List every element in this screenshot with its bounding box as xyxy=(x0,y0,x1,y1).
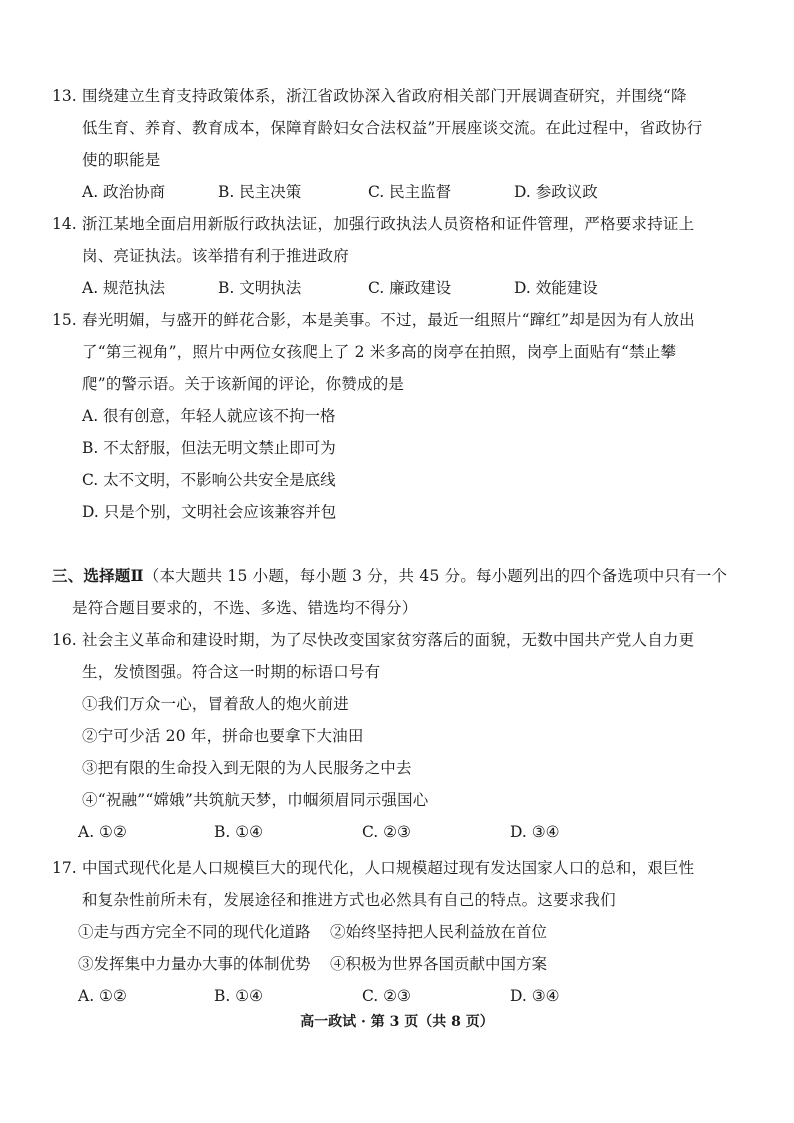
statement-item: ④积极为世界各国贡献中国方案 xyxy=(330,955,548,973)
option-a: A. ①② xyxy=(78,823,127,841)
question-number: 15. xyxy=(52,311,77,329)
statement-item: ②始终坚持把人民利益放在首位 xyxy=(330,923,548,941)
option-c: C. ②③ xyxy=(362,823,411,841)
option-b: B. 民主决策 xyxy=(218,183,302,201)
option-a: A. 规范执法 xyxy=(82,279,166,297)
section-instructions: （本大题共 15 小题，每小题 3 分，共 45 分。每小题列出的四个备选项中只有一个 xyxy=(143,567,728,585)
question-number: 13. xyxy=(52,87,77,105)
question-number: 14. xyxy=(52,215,77,233)
option-c: C. ②③ xyxy=(362,987,411,1005)
option-a: A. 很有创意，年轻人就应该不拘一格 xyxy=(82,407,336,425)
option-b: B. 文明执法 xyxy=(218,279,302,297)
option-d: D. ③④ xyxy=(510,987,560,1005)
question-stem-line: 生，发愤图强。符合这一时期的标语口号有 xyxy=(82,663,381,681)
option-a: A. ①② xyxy=(78,987,127,1005)
question-stem-line: 浙江某地全面启用新版行政执法证，加强行政执法人员资格和证件管理，严格要求持证上 xyxy=(82,215,695,233)
option-b: B. 不太舒服，但法无明文禁止即可为 xyxy=(82,439,336,457)
question-stem-line: 围绕建立生育支持政策体系，浙江省政协深入省政府相关部门开展调查研究，并围绕“降 xyxy=(82,87,687,105)
option-d: D. 参政议政 xyxy=(514,183,598,201)
question-stem-line: 低生育、养育、教育成本，保障育龄妇女合法权益”开展座谈交流。在此过程中，省政协行 xyxy=(82,119,703,137)
option-d: D. 效能建设 xyxy=(514,279,598,297)
option-c: C. 太不文明，不影响公共安全是底线 xyxy=(82,471,336,489)
statement-item: ③发挥集中力量办大事的体制优势 xyxy=(78,955,311,973)
option-b: B. ①④ xyxy=(214,987,264,1005)
question-stem-line: 使的职能是 xyxy=(82,151,161,169)
option-c: C. 民主监督 xyxy=(368,183,452,201)
question-number: 16. xyxy=(52,631,77,649)
option-b: B. ①④ xyxy=(214,823,264,841)
question-number: 17. xyxy=(52,859,77,877)
question-stem-line: 岗、亮证执法。该举措有利于推进政府 xyxy=(82,247,349,265)
statement-item: ③把有限的生命投入到无限的为人民服务之中去 xyxy=(82,759,412,777)
option-d: D. 只是个别，文明社会应该兼容并包 xyxy=(82,503,337,521)
question-stem-line: 了“第三视角”，照片中两位女孩爬上了 2 米多高的岗亭在拍照，岗亭上面贴有“禁止攀 xyxy=(82,343,677,361)
question-stem-line: 爬”的警示语。关于该新闻的评论，你赞成的是 xyxy=(82,375,405,393)
section-instructions-line: 是符合题目要求的，不选、多选、错选均不得分） xyxy=(72,599,418,617)
question-stem-line: 社会主义革命和建设时期，为了尽快改变国家贫穷落后的面貌，无数中国共产党人自力更 xyxy=(82,631,695,649)
statement-item: ①走与西方完全不同的现代化道路 xyxy=(78,923,311,941)
section-header-line xyxy=(52,566,727,586)
question-stem-line: 春光明媚，与盛开的鲜花合影，本是美事。不过，最近一组照片“蹿红”却是因为有人放出 xyxy=(82,311,695,329)
statement-item: ②宁可少活 20 年，拼命也要拿下大油田 xyxy=(82,727,364,745)
option-d: D. ③④ xyxy=(510,823,560,841)
statement-item: ④“祝融”“嫦娥”共筑航天梦，巾帼须眉同示强国心 xyxy=(82,791,429,809)
page-footer: 高一政试 · 第 3 页（共 8 页） xyxy=(300,1014,494,1030)
question-stem-line: 中国式现代化是人口规模巨大的现代化，人口规模超过现有发达国家人口的总和，艰巨性 xyxy=(82,859,695,877)
option-c: C. 廉政建设 xyxy=(368,279,452,297)
statement-item: ①我们万众一心，冒着敌人的炮火前进 xyxy=(82,695,349,713)
option-a: A. 政治协商 xyxy=(82,183,166,201)
question-stem-line: 和复杂性前所未有，发展途径和推进方式也必然具有自己的特点。这要求我们 xyxy=(82,891,616,909)
section-title: 三、选择题Ⅱ xyxy=(52,566,144,585)
